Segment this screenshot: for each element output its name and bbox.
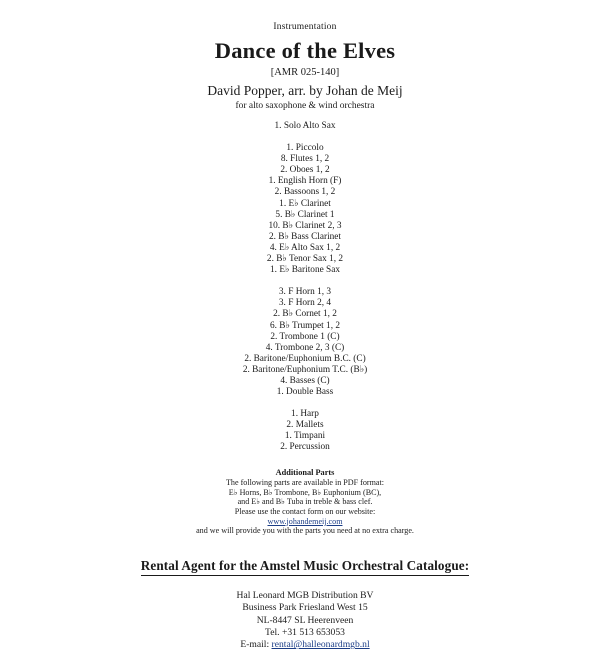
list-item: 4. Basses (C) [280,375,330,386]
email-link[interactable]: rental@halleonardmgb.nl [271,639,370,651]
address-line: Hal Leonard MGB Distribution BV [236,589,374,601]
list-item: 4. Trombone 2, 3 (C) [265,342,345,353]
list-item: 2. Baritone/Euphonium B.C. (C) [244,353,366,364]
list-item: 1. Solo Alto Sax [274,121,336,131]
list-item: 2. B♭ Cornet 1, 2 [273,309,337,320]
group-spacer [40,132,570,143]
list-item: 3. F Horn 2, 4 [278,298,332,309]
catalog-number: [AMR 025-140] [270,67,340,78]
list-item: 2. Baritone/Euphonium T.C. (B♭) [242,364,368,375]
list-item: 1. English Horn (F) [268,176,342,187]
rental-agent-heading [141,558,469,576]
website-link[interactable]: www.johandemeij.com [267,516,343,526]
address-line: Business Park Friesland West 15 [242,602,368,614]
instrumentation-list [40,121,570,454]
instrument-group-solo [40,121,570,132]
additional-parts-line: E♭ Horns, B♭ Trombone, B♭ Euphonium (BC), [228,487,382,497]
additional-parts-title: Additional Parts [275,467,335,477]
composer-line: David Popper, arr. by Johan de Meij [207,83,403,98]
email-label: E-mail: [240,639,272,651]
list-item: 2. Percussion [280,442,330,453]
list-item: 6. B♭ Trumpet 1, 2 [270,320,340,331]
list-item: 2. Bassoons 1, 2 [274,187,336,198]
list-item: 1. Harp [291,409,319,420]
instrument-group-woodwinds [40,143,570,276]
list-item: 2. B♭ Bass Clarinet [268,231,342,242]
list-item: 1. Timpani [284,431,326,442]
additional-parts-line: Please use the contact form on our website: [234,506,376,516]
list-item: 10. B♭ Clarinet 2, 3 [268,220,342,231]
rental-agent-heading-text: Rental Agent for the Amstel Music Orchestral Catalogue: [141,558,469,576]
address-line: Tel. +31 513 653053 [265,626,345,638]
subtitle-line: for alto saxophone & wind orchestra [235,101,375,111]
page-title: Dance of the Elves [214,38,396,63]
rental-address-block [237,590,374,652]
instrument-group-brass [40,287,570,398]
list-item: 5. B♭ Clarinet 1 [275,209,335,220]
list-item: 1. E♭ Clarinet [279,198,331,209]
email-line [237,639,374,651]
additional-parts-block [196,468,414,536]
instrumentation-label: Instrumentation [273,22,337,32]
list-item: 1. Double Bass [276,387,334,398]
additional-parts-line: and E♭ and B♭ Tuba in treble & bass clef. [237,497,373,507]
additional-parts-closing: and we will provide you with the parts you need at no extra charge. [196,526,414,536]
list-item: 4. E♭ Alto Sax 1, 2 [269,242,341,253]
additional-parts-line: The following parts are available in PDF format: [225,478,384,488]
list-item: 2. Trombone 1 (C) [270,331,340,342]
list-item: 1. Piccolo [286,143,324,154]
address-line: NL-8447 SL Heerenveen [256,614,354,626]
website-link-wrapper [196,517,414,527]
group-spacer [40,276,570,287]
list-item: 1. E♭ Baritone Sax [270,265,340,276]
list-item: 8. Flutes 1, 2 [280,154,330,165]
list-item: 2. Mallets [286,420,324,431]
list-item: 2. B♭ Tenor Sax 1, 2 [266,254,344,265]
list-item: 2. Oboes 1, 2 [280,165,330,176]
instrument-group-percussion [40,409,570,453]
group-spacer [40,398,570,409]
list-item: 3. F Horn 1, 3 [278,287,332,298]
